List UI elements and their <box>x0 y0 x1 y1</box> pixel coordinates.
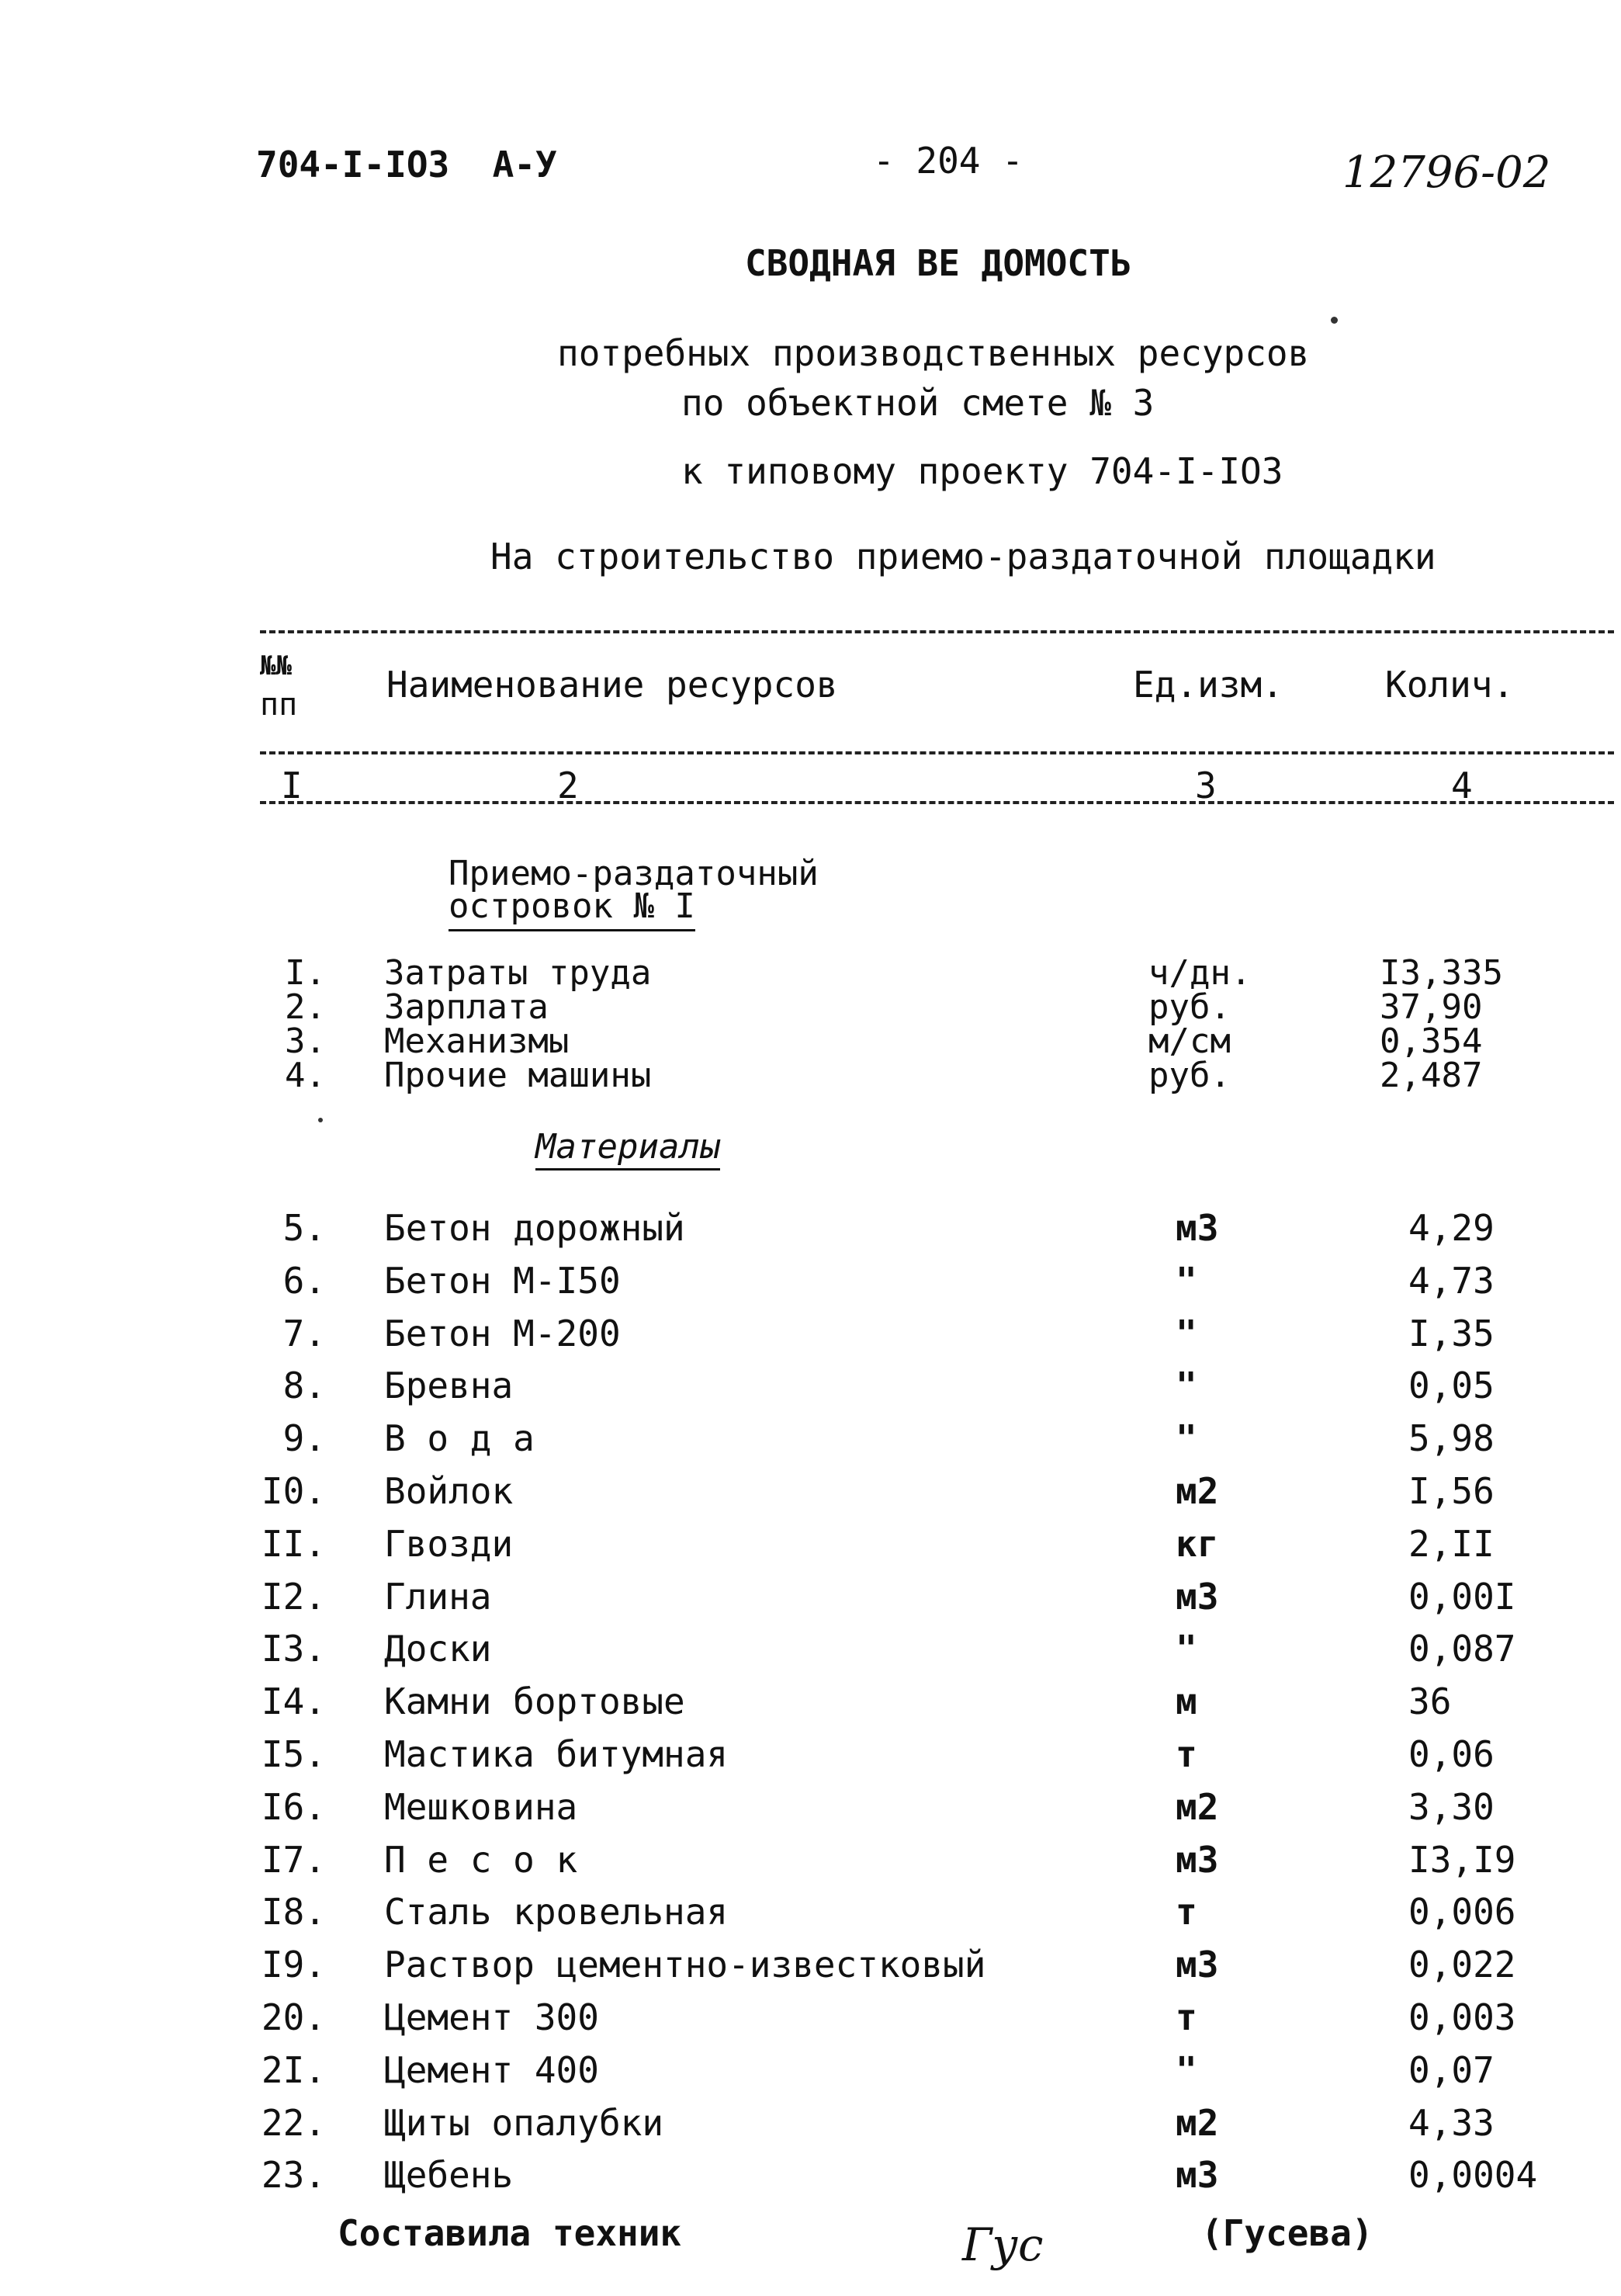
row-number: II. <box>261 1523 326 1565</box>
row-unit: руб. <box>1148 1056 1231 1095</box>
row-unit: т <box>1176 1996 1197 2038</box>
row-unit: " <box>1176 1260 1197 1302</box>
row-quantity: 0,022 <box>1408 1944 1516 1986</box>
row-number: I2. <box>261 1576 326 1618</box>
row-number: I0. <box>261 1470 326 1512</box>
row-unit: м/см <box>1148 1021 1231 1061</box>
page-number: - 204 - <box>873 140 1024 182</box>
row-name: Бетон М-200 <box>384 1313 621 1354</box>
table-top-rule <box>260 630 1614 633</box>
row-number: 23. <box>261 2154 326 2196</box>
row-quantity: 36 <box>1408 1680 1452 1722</box>
composed-by-label: Составила техник <box>338 2212 682 2254</box>
row-name: Цемент 400 <box>384 2049 599 2091</box>
row-quantity: 0,354 <box>1380 1021 1483 1061</box>
row-unit: м3 <box>1176 1207 1219 1249</box>
section-title-line-2: островок № I <box>449 886 695 931</box>
row-unit: м2 <box>1176 1786 1219 1828</box>
row-quantity: 5,98 <box>1408 1417 1495 1459</box>
row-name: Гвозди <box>384 1523 514 1565</box>
column-number-1: I <box>281 765 303 806</box>
row-number: 7. <box>282 1313 326 1354</box>
row-unit: руб. <box>1148 987 1231 1027</box>
row-number: I8. <box>261 1891 326 1933</box>
row-quantity: I3,I9 <box>1408 1839 1516 1881</box>
row-quantity: 0,06 <box>1408 1733 1495 1775</box>
row-unit: м2 <box>1176 1470 1219 1512</box>
row-number: 9. <box>282 1417 326 1459</box>
row-name: В о д а <box>384 1417 535 1459</box>
row-quantity: 4,73 <box>1408 1260 1495 1302</box>
row-name: Мастика битумная <box>384 1733 729 1775</box>
row-quantity: 0,003 <box>1408 1996 1516 2038</box>
row-quantity: 37,90 <box>1380 987 1483 1027</box>
column-number-3: 3 <box>1195 765 1217 806</box>
row-number: I6. <box>261 1786 326 1828</box>
row-quantity: 4,29 <box>1408 1207 1495 1249</box>
row-number: I5. <box>261 1733 326 1775</box>
row-number: 6. <box>282 1260 326 1302</box>
signer-name: (Гусева) <box>1201 2212 1373 2254</box>
row-quantity: 0,0004 <box>1408 2154 1538 2196</box>
row-quantity: 4,33 <box>1408 2102 1495 2144</box>
row-number: I. <box>285 953 326 993</box>
title-line-2: по объектной смете № 3 <box>681 382 1155 424</box>
row-unit: м3 <box>1176 1944 1219 1986</box>
row-quantity: I,35 <box>1408 1313 1495 1354</box>
row-unit: т <box>1176 1891 1197 1933</box>
row-unit: м3 <box>1176 1839 1219 1881</box>
row-number: I9. <box>261 1944 326 1986</box>
row-number: I4. <box>261 1680 326 1722</box>
row-unit: м3 <box>1176 1576 1219 1618</box>
row-number: 20. <box>261 1996 326 2038</box>
header-number-col-line1: №№ <box>260 650 292 682</box>
row-name: Мешковина <box>384 1786 578 1828</box>
row-name: Доски <box>384 1628 492 1670</box>
row-unit: м <box>1176 1680 1197 1722</box>
row-name: П е с о к <box>384 1839 578 1881</box>
row-unit: м3 <box>1176 2154 1219 2196</box>
header-bottom-rule <box>260 801 1614 804</box>
row-number: 2. <box>285 987 326 1027</box>
archive-number: 12796-02 <box>1342 147 1551 198</box>
row-quantity: 0,07 <box>1408 2049 1495 2091</box>
row-quantity: I3,335 <box>1380 953 1503 993</box>
row-name: Бревна <box>384 1365 514 1406</box>
row-quantity: 2,II <box>1408 1523 1495 1565</box>
scan-speck <box>318 1118 323 1122</box>
row-name: Щиты опалубки <box>384 2102 664 2144</box>
row-quantity: I,56 <box>1408 1470 1495 1512</box>
row-name: Прочие машины <box>384 1056 652 1095</box>
header-unit: Ед.изм. <box>1133 664 1283 706</box>
row-name: Камни бортовые <box>384 1680 685 1722</box>
row-name: Войлок <box>384 1470 514 1512</box>
row-name: Затраты труда <box>384 953 652 993</box>
row-name: Цемент 300 <box>384 1996 599 2038</box>
row-name: Зарплата <box>384 987 549 1027</box>
row-quantity: 2,487 <box>1380 1056 1483 1095</box>
row-unit: " <box>1176 1313 1197 1354</box>
construction-subject: На строительство приемо-раздаточной площадки <box>490 536 1436 577</box>
row-quantity: 3,30 <box>1408 1786 1495 1828</box>
row-unit: " <box>1176 1628 1197 1670</box>
row-name: Глина <box>384 1576 492 1618</box>
row-unit: ч/дн. <box>1148 953 1252 993</box>
row-number: 2I. <box>261 2049 326 2091</box>
row-name: Механизмы <box>384 1021 570 1061</box>
materials-heading: Материалы <box>535 1127 720 1171</box>
title-line-1: потребных производственных ресурсов <box>557 332 1310 374</box>
row-number: 8. <box>282 1365 326 1406</box>
row-quantity: 0,006 <box>1408 1891 1516 1933</box>
row-unit: м2 <box>1176 2102 1219 2144</box>
row-unit: " <box>1176 2049 1197 2091</box>
row-name: Щебень <box>384 2154 514 2196</box>
row-number: 4. <box>285 1056 326 1095</box>
row-unit: кг <box>1176 1523 1219 1565</box>
column-number-2: 2 <box>557 765 579 806</box>
row-unit: " <box>1176 1365 1197 1406</box>
column-number-4: 4 <box>1451 765 1473 806</box>
title-line-3: к типовому проекту 704-I-IO3 <box>681 450 1283 492</box>
row-quantity: 0,087 <box>1408 1628 1516 1670</box>
row-quantity: 0,05 <box>1408 1365 1495 1406</box>
header-resource-name: Наименование ресурсов <box>386 664 838 706</box>
row-name: Бетон М-I50 <box>384 1260 621 1302</box>
header-number-col-line2: пп <box>260 687 298 723</box>
document-code: 704-I-IO3 A-У <box>256 144 557 186</box>
row-number: 3. <box>285 1021 326 1061</box>
row-number: I7. <box>261 1839 326 1881</box>
header-middle-rule <box>260 751 1614 754</box>
row-name: Бетон дорожный <box>384 1207 685 1249</box>
signature: Гус <box>962 2218 1044 2271</box>
header-quantity: Колич. <box>1385 664 1515 706</box>
row-unit: т <box>1176 1733 1197 1775</box>
section-title-line-1: Приемо-раздаточный <box>449 854 819 893</box>
row-name: Сталь кровельная <box>384 1891 729 1933</box>
row-number: 5. <box>282 1207 326 1249</box>
row-quantity: 0,00I <box>1408 1576 1516 1618</box>
row-name: Раствор цементно-известковый <box>384 1944 986 1986</box>
row-unit: " <box>1176 1417 1197 1459</box>
row-number: 22. <box>261 2102 326 2144</box>
document-title: СВОДНАЯ ВЕ ДОМОСТЬ <box>745 242 1132 284</box>
scan-speck <box>1331 317 1338 324</box>
row-number: I3. <box>261 1628 326 1670</box>
